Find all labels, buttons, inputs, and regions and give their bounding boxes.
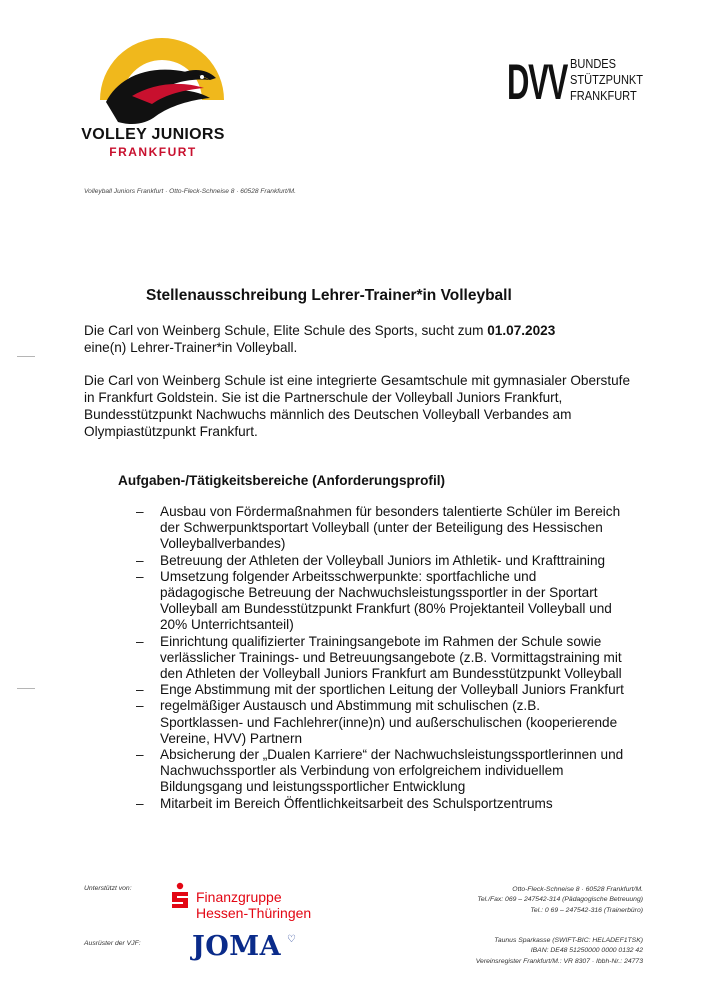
address-line: Tel.: 0 69 – 247542-316 (Trainerbüro) (530, 906, 643, 914)
bullet-dash: – (136, 552, 144, 568)
club-logo-city: FRANKFURT (109, 145, 197, 159)
dvv-logo-line: BUNDES (570, 56, 617, 71)
bank-line: Vereinsregister Frankfurt/M.: VR 8307 · Ibbh-Nr.: 24773 (475, 957, 643, 965)
page-title: Stellenausschreibung Lehrer-Trainer*in Volleyball (146, 287, 512, 304)
list-item (84, 634, 624, 683)
section-heading: Aufgaben-/Tätigkeitsbereiche (Anforderungsprofil) (118, 473, 446, 488)
sender-address-line: Volleyball Juniors Frankfurt · Otto-Fleck-Schneise 8 · 60528 Frankfurt/M. (84, 188, 296, 195)
dvv-logo-text (570, 56, 643, 104)
list-item (84, 682, 624, 698)
task-text: Enge Abstimmung mit der sportlichen Leitung der Volleyball Juniors Frankfurt (160, 682, 624, 698)
address-line: Otto-Fleck-Schneise 8 · 60528 Frankfurt/M. (512, 886, 643, 893)
address-line: Tel./Fax: 069 – 247542-314 (Pädagogische Betreuung) (477, 896, 643, 904)
fold-mark (17, 356, 35, 357)
list-item (84, 796, 624, 812)
outfitter-label: Ausrüster der VJF: (84, 940, 141, 947)
bank-line: Taunus Sparkasse (SWIFT-BIC: HELADEF1TSK) (494, 937, 643, 944)
bullet-dash: – (136, 795, 144, 811)
task-text: Umsetzung folgender Arbeitsschwerpunkte: sportfachliche und pädagogische Betreuung der Nachwuchsleistungssportler in der Sportart Volleyball am Bundesstützpunkt Frankfurt (80% Projektanteil Volleyball und 20% Unterrichtsanteil) (160, 568, 612, 633)
heart-icon: ♡ (287, 934, 296, 945)
task-list (84, 504, 624, 812)
intro-text: Die Carl von Weinberg Schule, Elite Schule des Sports, sucht zum (84, 323, 488, 338)
intro-text-end: eine(n) Lehrer-Trainer*in Volleyball. (84, 340, 298, 355)
intro-paragraph (84, 322, 644, 356)
list-item (84, 569, 624, 634)
bullet-dash: – (136, 682, 144, 698)
bullet-dash: – (136, 747, 144, 763)
list-item (84, 698, 624, 747)
joma-logo: JOMA (192, 931, 282, 962)
task-text: Absicherung der „Dualen Karriere“ der Nachwuchsleistungssportlerinnen und Nachwuchssportler als Verbindung von erfolgreichem individuellem Bildungsgang und leistungssportlicher Entwicklung (160, 747, 624, 795)
task-text: Mitarbeit im Bereich Öffentlichkeitsarbeit des Schulsportzentrums (160, 795, 553, 811)
list-item (84, 553, 624, 569)
dvv-logo-line: FRANKFURT (570, 88, 637, 103)
list-item (84, 747, 624, 796)
start-date: 01.07.2023 (487, 323, 556, 338)
task-text: regelmäßiger Austausch und Abstimmung mit schulischen (z.B. Sportklassen- und Fachlehrer(inne)n) und außerschulischen (kooperierende Vereine, HVV) Partnern (160, 698, 618, 746)
list-item (84, 504, 624, 553)
sparkasse-icon (170, 882, 190, 910)
sponsor-name: Hessen-Thüringen (196, 905, 312, 921)
contact-address (477, 885, 643, 916)
bullet-dash: – (136, 504, 144, 519)
dvv-logo-mark: DVV (507, 54, 568, 110)
bullet-dash: – (136, 633, 144, 649)
school-description: Die Carl von Weinberg Schule ist eine integrierte Gesamtschule mit gymnasialer Oberstufe in Frankfurt Goldstein. Sie ist die Partnerschule der Volleyball Juniors Frankfurt, Bundesstützpunkt Nachwuchs männlich des Deutschen Volleyball Verbandes am Olympiastützpunkt Frankfurt. (84, 373, 631, 439)
bank-details (476, 936, 643, 967)
bank-line: IBAN: DE48 51250000 0000 0132 42 (530, 947, 643, 955)
sponsor-name: Finanzgruppe (196, 889, 282, 905)
fold-mark (17, 688, 35, 689)
bullet-dash: – (136, 568, 144, 584)
bullet-dash: – (136, 698, 144, 714)
task-text: Einrichtung qualifizierter Trainingsangebote im Rahmen der Schule sowie verlässlicher Trainings- und Betreuungsangebote (z.B. Vormittagstraining mit den Athleten der Volleyball Juniors Frankfurt am Bundesstützpunkt Volleyball (160, 633, 622, 682)
club-logo-name: VOLLEY JUNIORS (81, 126, 225, 143)
task-text: Betreuung der Athleten der Volleyball Juniors im Athletik- und Krafttraining (160, 552, 606, 568)
task-text: Ausbau von Fördermaßnahmen für besonders talentierte Schüler im Bereich der Schwerpunktsportart Volleyball (unter der Beteiligung des Hessischen Volleyballverbandes) (160, 504, 621, 552)
dvv-logo-line: STÜTZPUNKT (570, 72, 644, 87)
supported-by-label: Unterstützt von: (84, 885, 132, 892)
